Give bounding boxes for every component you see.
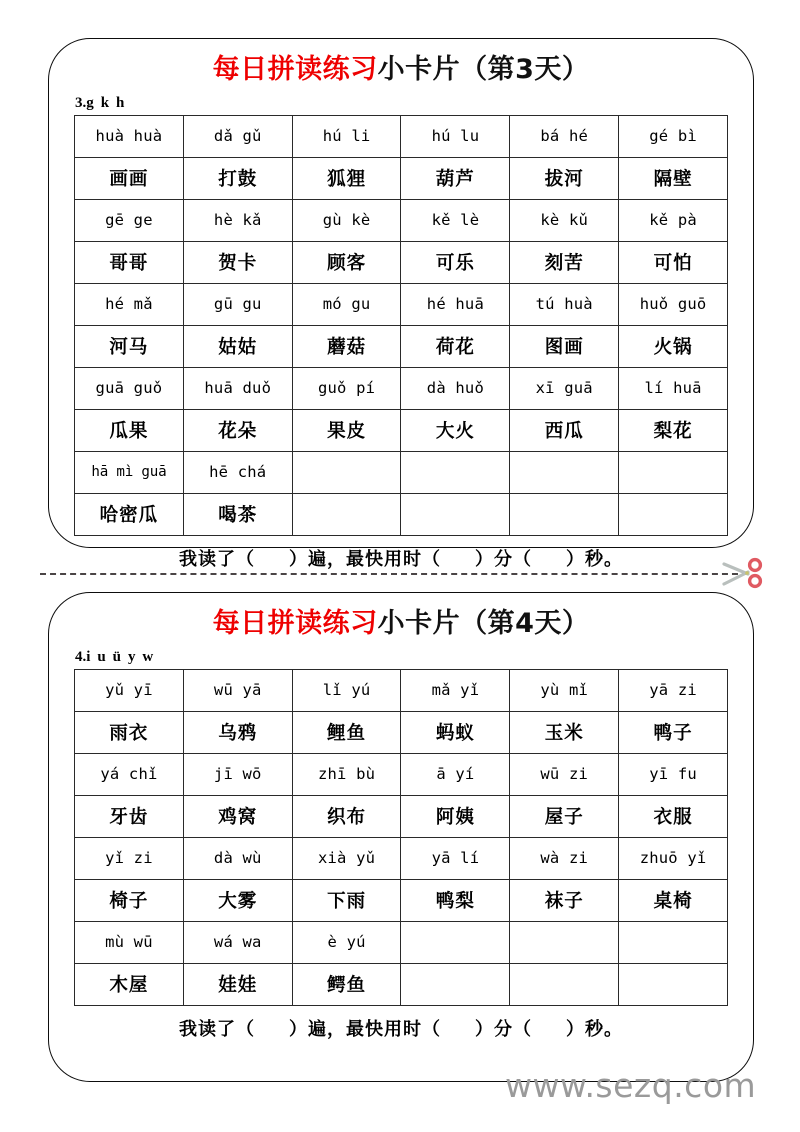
word-cell: gù kè [292,199,401,241]
footer-part-2: ）遍，最快用时（ [289,1018,441,1040]
word-cell: 鲤鱼 [292,711,401,753]
section-label [75,649,753,666]
card-title-black-prefix: 小卡片（第 [377,608,516,639]
word-cell: è yú [292,921,401,963]
word-cell: yā zi [619,669,728,711]
word-cell: 拔河 [510,157,619,199]
site-watermark: www.sezq.com [505,1066,757,1105]
hanzi-row [75,409,728,451]
pinyin-row [75,669,728,711]
empty-cell [292,451,401,493]
word-cell: mù wū [75,921,184,963]
word-cell: 蚂蚁 [401,711,510,753]
empty-cell [619,963,728,1005]
empty-cell [619,921,728,963]
word-cell: 隔壁 [619,157,728,199]
word-cell: 牙齿 [75,795,184,837]
word-cell: 大雾 [183,879,292,921]
word-cell: 果皮 [292,409,401,451]
word-cell: yǔ yī [75,669,184,711]
footer-part-3: ）分（ [475,548,532,570]
word-cell: 打鼓 [183,157,292,199]
card-title-black-suffix: 天） [534,608,590,639]
card-title [49,53,753,87]
word-cell: 鸭子 [619,711,728,753]
word-cell: 阿姨 [401,795,510,837]
word-cell: lí huā [619,367,728,409]
pinyin-row [75,115,728,157]
word-cell: gū gu [183,283,292,325]
word-cell: guǒ pí [292,367,401,409]
footer-part-2: ）遍，最快用时（ [289,548,441,570]
word-cell: 衣服 [619,795,728,837]
word-cell: xià yǔ [292,837,401,879]
word-cell: 花朵 [183,409,292,451]
word-table-body [75,115,728,535]
word-cell: xī guā [510,367,619,409]
word-cell: huā duǒ [183,367,292,409]
word-cell: hú li [292,115,401,157]
word-cell: 画画 [75,157,184,199]
hanzi-row [75,711,728,753]
word-cell: gē ge [75,199,184,241]
empty-cell [619,451,728,493]
section-label [75,95,753,112]
pinyin-row [75,451,728,493]
word-cell: 顾客 [292,241,401,283]
word-cell: hè kǎ [183,199,292,241]
word-cell: 椅子 [75,879,184,921]
word-cell: 图画 [510,325,619,367]
section-letters: g k h [86,94,126,111]
word-cell: gé bì [619,115,728,157]
hanzi-row [75,493,728,535]
word-cell: 娃娃 [183,963,292,1005]
card-title-red: 每日拼读练习 [212,608,378,639]
word-cell: hé mǎ [75,283,184,325]
word-cell: zhī bù [292,753,401,795]
word-cell: huǒ guō [619,283,728,325]
footer-part-3: ）分（ [475,1018,532,1040]
word-cell: yù mǐ [510,669,619,711]
card-title-day-number: 3 [515,54,535,85]
word-cell: 荷花 [401,325,510,367]
word-cell: 蘑菇 [292,325,401,367]
word-cell: 乌鸦 [183,711,292,753]
word-cell: 西瓜 [510,409,619,451]
practice-card-day4 [48,592,754,1082]
word-cell: mó gu [292,283,401,325]
empty-cell [401,921,510,963]
word-cell: wū zi [510,753,619,795]
word-cell: kě lè [401,199,510,241]
card-title-black-suffix: 天） [534,54,590,85]
word-cell: huà huà [75,115,184,157]
word-cell: 梨花 [619,409,728,451]
card-footer [49,1015,753,1041]
word-cell: 哈密瓜 [75,493,184,535]
card-title [49,607,753,641]
section-number: 3. [75,94,87,111]
card-title-black-prefix: 小卡片（第 [377,54,516,85]
word-cell: kè kǔ [510,199,619,241]
empty-cell [292,493,401,535]
word-table-body [75,669,728,1005]
word-cell: yā lí [401,837,510,879]
word-cell: dà huǒ [401,367,510,409]
word-cell: 姑姑 [183,325,292,367]
word-cell: 鳄鱼 [292,963,401,1005]
pinyin-row [75,753,728,795]
card-title-red: 每日拼读练习 [212,54,378,85]
word-cell: guā guǒ [75,367,184,409]
hanzi-row [75,325,728,367]
word-cell: 大火 [401,409,510,451]
word-cell: hú lu [401,115,510,157]
empty-cell [510,493,619,535]
word-cell: ā yí [401,753,510,795]
word-cell: yǐ zi [75,837,184,879]
word-cell: 鸡窝 [183,795,292,837]
word-cell: 玉米 [510,711,619,753]
card-title-day-number: 4 [515,608,535,639]
word-cell: 河马 [75,325,184,367]
word-cell: 可怕 [619,241,728,283]
hanzi-row [75,157,728,199]
footer-part-4: ）秒。 [566,1018,623,1040]
scissors-icon [722,556,768,590]
empty-cell [510,921,619,963]
cut-dashed-line [40,573,748,575]
word-cell: zhuō yǐ [619,837,728,879]
section-letters: i u ü y w [86,648,155,665]
pinyin-row [75,367,728,409]
word-cell: 可乐 [401,241,510,283]
footer-part-1: 我读了（ [179,1018,255,1040]
word-cell: 瓜果 [75,409,184,451]
hanzi-row [75,879,728,921]
word-cell: 下雨 [292,879,401,921]
word-cell: hē chá [183,451,292,493]
empty-cell [619,493,728,535]
pinyin-row [75,921,728,963]
word-cell: 雨衣 [75,711,184,753]
footer-part-4: ）秒。 [566,548,623,570]
word-cell: 木屋 [75,963,184,1005]
word-cell: dǎ gǔ [183,115,292,157]
word-cell: wà zi [510,837,619,879]
practice-card-day3 [48,38,754,570]
word-cell: 袜子 [510,879,619,921]
empty-cell [401,493,510,535]
empty-cell [510,963,619,1005]
pinyin-row [75,199,728,241]
word-cell: 鸭梨 [401,879,510,921]
word-cell: jī wō [183,753,292,795]
word-cell: 葫芦 [401,157,510,199]
empty-cell [510,451,619,493]
word-cell: bá hé [510,115,619,157]
word-cell: 哥哥 [75,241,184,283]
word-cell: hā mì guā [75,451,184,493]
card-footer [49,545,753,571]
word-cell: 狐狸 [292,157,401,199]
word-cell: kě pà [619,199,728,241]
word-cell: hé huā [401,283,510,325]
footer-part-1: 我读了（ [179,548,255,570]
word-cell: yī fu [619,753,728,795]
section-number: 4. [75,648,87,665]
word-cell: 火锅 [619,325,728,367]
pinyin-row [75,283,728,325]
word-cell: 喝茶 [183,493,292,535]
hanzi-row [75,241,728,283]
word-cell: yá chǐ [75,753,184,795]
pinyin-row [75,837,728,879]
word-cell: 桌椅 [619,879,728,921]
empty-cell [401,451,510,493]
word-table [74,669,728,1006]
word-cell: lǐ yú [292,669,401,711]
hanzi-row [75,963,728,1005]
word-cell: 织布 [292,795,401,837]
word-cell: wá wa [183,921,292,963]
word-cell: mǎ yǐ [401,669,510,711]
word-cell: dà wù [183,837,292,879]
word-cell: tú huà [510,283,619,325]
hanzi-row [75,795,728,837]
word-table [74,115,728,536]
word-cell: 屋子 [510,795,619,837]
word-cell: wū yā [183,669,292,711]
word-cell: 贺卡 [183,241,292,283]
word-cell: 刻苦 [510,241,619,283]
empty-cell [401,963,510,1005]
